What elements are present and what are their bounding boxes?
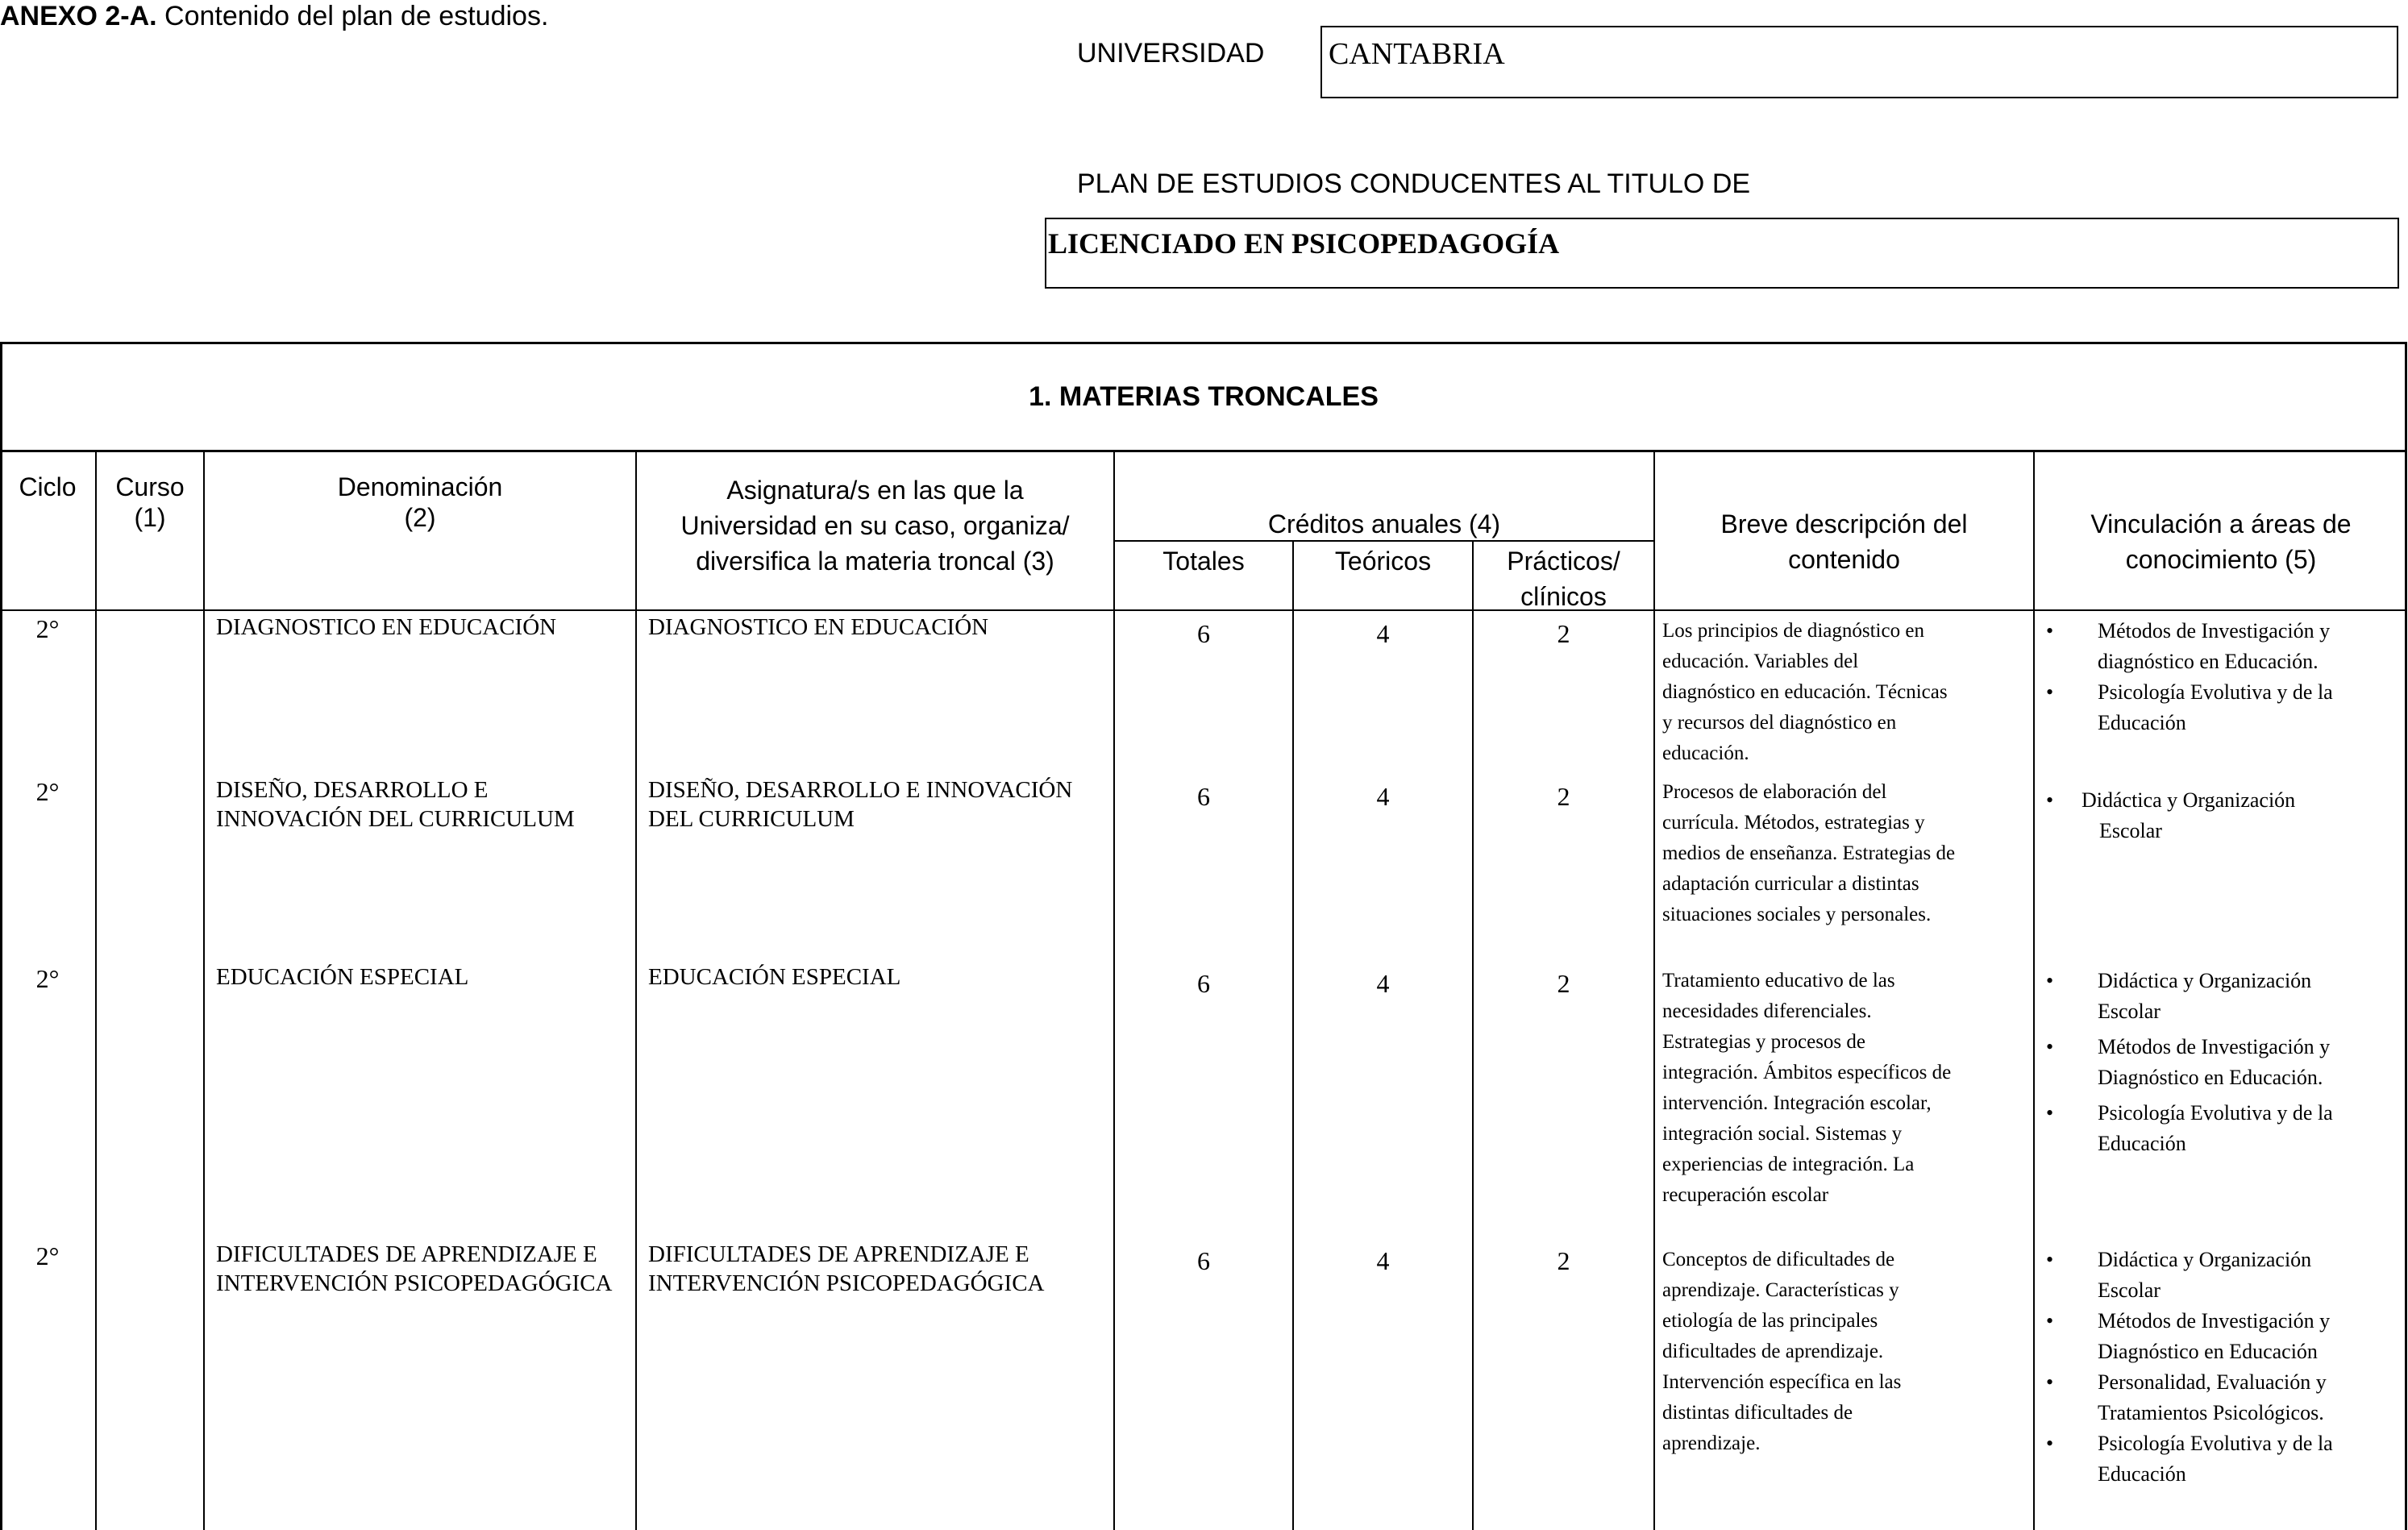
row4-practicos: 2: [1557, 1246, 1570, 1275]
desc-line: integración. Ámbitos específicos de: [1662, 1062, 1952, 1083]
row2-practicos: 2: [1557, 782, 1570, 811]
col-divider: [95, 450, 97, 1530]
row4-descripcion: [1662, 1245, 2032, 1459]
area-line: diagnóstico en Educación.: [2098, 650, 2319, 673]
area-line: Diagnóstico en Educación.: [2098, 1066, 2323, 1089]
desc-line: aprendizaje. Características y: [1662, 1279, 1899, 1301]
area-line: • Métodos de Investigación y: [2098, 619, 2331, 642]
area-item: [2036, 1245, 2406, 1306]
desc-line: y recursos del diagnóstico en: [1662, 712, 1897, 734]
desc-line: adaptación curricular a distintas: [1662, 873, 1919, 895]
col-divider: [1472, 542, 1474, 1530]
area-line: • Psicología Evolutiva y de la: [2098, 1432, 2333, 1455]
desc-line: educación. Variables del: [1662, 651, 1859, 672]
desc-line: aprendizaje.: [1662, 1432, 1761, 1454]
col-header-creditos: Créditos anuales (4): [1267, 509, 1501, 538]
desc-line: Conceptos de dificultades de: [1662, 1249, 1895, 1270]
desc-line: Tratamiento educativo de las: [1662, 970, 1895, 992]
row1-ciclo: 2°: [35, 614, 60, 643]
row3-practicos: 2: [1557, 969, 1570, 998]
row4-asignatura: DIFICULTADES DE APRENDIZAJE E INTERVENCIÓN PSICOPEDAGÓGICA: [648, 1241, 1045, 1296]
col-header-descripcion-line1: Breve descripción del: [1720, 509, 1968, 538]
row3-denominacion: EDUCACIÓN ESPECIAL: [216, 964, 469, 990]
area-line: • Métodos de Investigación y: [2098, 1035, 2331, 1058]
desc-line: Los principios de diagnóstico en: [1662, 620, 1924, 642]
row4-teoricos: 4: [1376, 1246, 1390, 1275]
col-divider: [1292, 542, 1294, 1530]
area-line: Educación: [2098, 1462, 2186, 1486]
row4-ciclo: 2°: [35, 1241, 60, 1270]
header-divider: [0, 609, 2407, 611]
desc-line: dificultades de aprendizaje.: [1662, 1341, 1884, 1362]
area-line: Escolar: [2099, 819, 2162, 842]
area-item: [2036, 677, 2406, 738]
row3-descripcion: [1662, 966, 2032, 1211]
desc-line: currícula. Métodos, estrategias y: [1662, 812, 1925, 834]
desc-line: Intervención específica en las: [1662, 1371, 1902, 1393]
col-header-denominacion: [205, 469, 635, 535]
plan-label: PLAN DE ESTUDIOS CONDUCENTES AL TITULO DE: [1077, 168, 1751, 199]
col-header-denominacion-note: (2): [404, 503, 436, 532]
col-header-ciclo: Ciclo: [19, 472, 77, 501]
row4-denominacion: DIFICULTADES DE APRENDIZAJE E INTERVENCIÓN PSICOPEDAGÓGICA: [216, 1241, 613, 1296]
area-item: [2036, 1428, 2406, 1490]
area-item: [2036, 1367, 2406, 1428]
row1-asignatura: DIAGNOSTICO EN EDUCACIÓN: [648, 614, 989, 640]
row1-denominacion: DIAGNOSTICO EN EDUCACIÓN: [216, 614, 557, 640]
area-item: [2036, 1098, 2406, 1159]
row1-practicos: 2: [1557, 619, 1570, 648]
annex-heading: [0, 0, 548, 32]
row3-asignatura: EDUCACIÓN ESPECIAL: [648, 964, 901, 990]
row4-totales: 6: [1197, 1246, 1210, 1275]
col-header-descripcion: [1655, 506, 2033, 577]
col-header-teoricos: Teóricos: [1334, 547, 1432, 576]
desc-line: experiencias de integración. La: [1662, 1154, 1915, 1175]
area-item: [2036, 1032, 2406, 1093]
area-line: Escolar: [2098, 1000, 2161, 1023]
area-item: [2036, 1306, 2406, 1367]
area-item: [2036, 785, 2406, 846]
col-header-curso-label: Curso: [115, 472, 185, 501]
col-header-vinculacion-line1: Vinculación a áreas de: [2090, 509, 2352, 538]
desc-line: situaciones sociales y personales.: [1662, 904, 1932, 925]
annex-label: ANEXO 2-A.: [0, 1, 157, 31]
row1-teoricos: 4: [1376, 619, 1390, 648]
area-line: Educación: [2098, 1132, 2186, 1155]
desc-line: necesidades diferenciales.: [1662, 1000, 1872, 1022]
university-label: UNIVERSIDAD: [1077, 38, 1265, 69]
desc-line: integración social. Sistemas y: [1662, 1123, 1903, 1145]
section-title: 1. MATERIAS TRONCALES: [1029, 381, 1379, 412]
row2-ciclo: 2°: [35, 777, 60, 806]
col-header-asignaturas-line1: Asignatura/s en las que la: [726, 476, 1024, 505]
row3-totales: 6: [1197, 969, 1210, 998]
degree-title: LICENCIADO EN PSICOPEDAGOGÍA: [1048, 227, 1560, 260]
row1-totales: 6: [1197, 619, 1210, 648]
desc-line: educación.: [1662, 742, 1749, 764]
area-line: Escolar: [2098, 1278, 2161, 1302]
area-item: [2036, 966, 2406, 1027]
col-header-totales: Totales: [1162, 547, 1245, 576]
col-header-practicos-line1: Prácticos/: [1507, 547, 1620, 576]
col-header-asignaturas: [637, 472, 1113, 579]
row2-descripcion: [1662, 777, 2032, 930]
desc-line: distintas dificultades de: [1662, 1402, 1853, 1424]
row2-totales: 6: [1197, 782, 1210, 811]
col-header-practicos: [1474, 543, 1653, 614]
area-line: • Psicología Evolutiva y de la: [2098, 680, 2333, 704]
area-line: • Métodos de Investigación y: [2098, 1309, 2331, 1333]
area-line: Educación: [2098, 711, 2186, 734]
area-line: Diagnóstico en Educación: [2098, 1340, 2318, 1363]
area-line: Tratamientos Psicológicos.: [2098, 1401, 2324, 1424]
row1-descripcion: [1662, 616, 2032, 769]
desc-line: recuperación escolar: [1662, 1184, 1829, 1206]
area-line: • Didáctica y Organización: [2098, 1248, 2312, 1271]
row2-teoricos: 4: [1376, 782, 1390, 811]
row4-areas: [2036, 1245, 2406, 1490]
university-value: CANTABRIA: [1329, 37, 1505, 71]
col-divider: [2033, 450, 2035, 1530]
row2-denominacion: DISEÑO, DESARROLLO E INNOVACIÓN DEL CURRICULUM: [216, 777, 575, 832]
col-header-vinculacion-line2: conocimiento (5): [2125, 545, 2317, 574]
col-divider: [1653, 450, 1655, 1530]
area-line: • Personalidad, Evaluación y: [2098, 1370, 2327, 1394]
row3-ciclo: 2°: [35, 964, 60, 993]
row3-areas: [2036, 966, 2406, 1159]
col-header-curso: [97, 469, 203, 535]
desc-line: medios de enseñanza. Estrategias de: [1662, 842, 1956, 864]
col-header-asignaturas-line2: Universidad en su caso, organiza/: [680, 511, 1070, 540]
desc-line: diagnóstico en educación. Técnicas: [1662, 681, 1948, 703]
row2-areas: [2036, 785, 2406, 846]
area-item: [2036, 616, 2406, 677]
row1-areas: [2036, 616, 2406, 738]
col-header-practicos-line2: clínicos: [1520, 582, 1607, 611]
col-header-curso-note: (1): [134, 503, 166, 532]
desc-line: etiología de las principales: [1662, 1310, 1878, 1332]
col-divider: [203, 450, 205, 1530]
col-header-asignaturas-line3: diversifica la materia troncal (3): [696, 547, 1054, 576]
desc-line: intervención. Integración escolar,: [1662, 1092, 1932, 1114]
desc-line: Procesos de elaboración del: [1662, 781, 1887, 803]
desc-line: Estrategias y procesos de: [1662, 1031, 1866, 1053]
col-header-denominacion-label: Denominación: [337, 472, 503, 501]
annex-text: Contenido del plan de estudios.: [156, 1, 549, 31]
area-line: • Psicología Evolutiva y de la: [2098, 1101, 2333, 1125]
col-header-vinculacion: [2035, 506, 2407, 577]
col-header-descripcion-line2: contenido: [1788, 545, 1900, 574]
section-title-divider: [0, 450, 2407, 452]
col-divider: [635, 450, 637, 1530]
area-line: • Didáctica y Organización: [2098, 969, 2312, 992]
row3-teoricos: 4: [1376, 969, 1390, 998]
row2-asignatura: DISEÑO, DESARROLLO E INNOVACIÓN DEL CURRICULUM: [648, 777, 1073, 832]
area-line: • Didáctica y Organización: [2082, 788, 2296, 812]
